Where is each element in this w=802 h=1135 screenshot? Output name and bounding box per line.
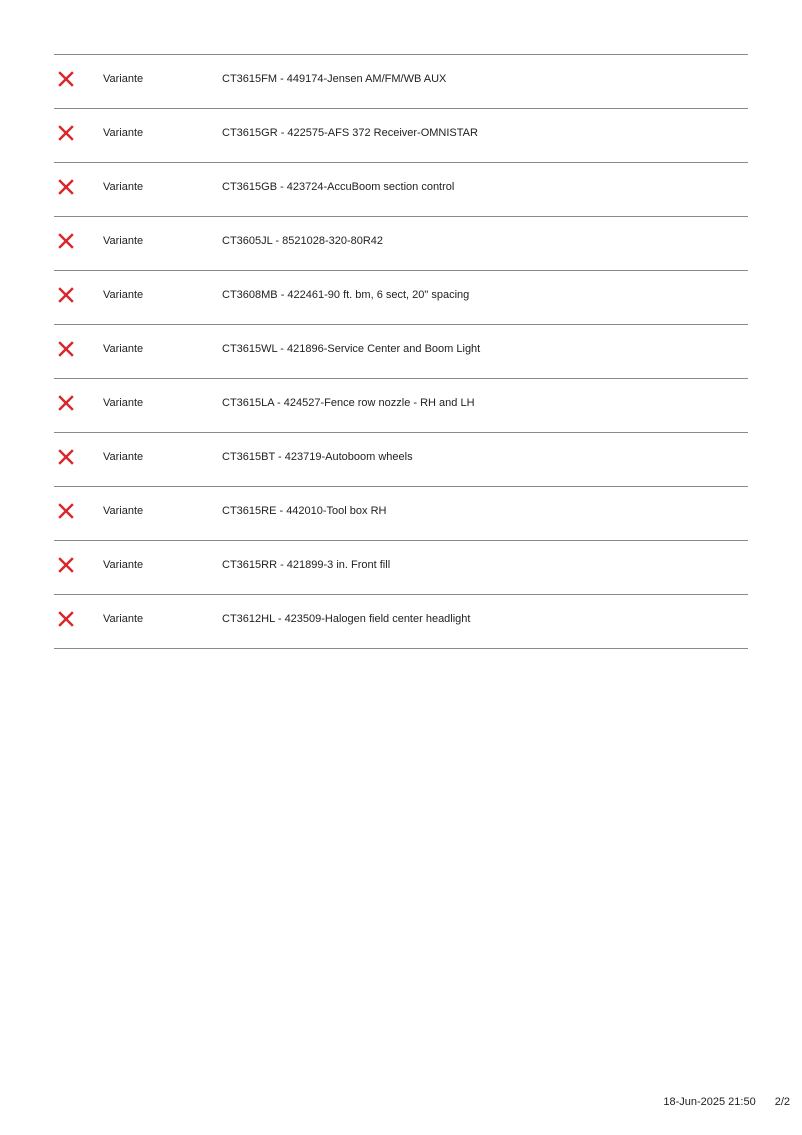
table-row: [54, 217, 748, 271]
table-row: [54, 55, 748, 109]
row-description: CT3615RE - 442010-Tool box RH: [222, 505, 387, 517]
row-type: Variante: [103, 235, 144, 247]
x-icon: [58, 557, 74, 573]
row-description: CT3612HL - 423509-Halogen field center headlight: [222, 613, 471, 625]
page-number: 2/2: [774, 1096, 790, 1108]
x-icon: [58, 449, 74, 465]
table-row: [54, 379, 748, 433]
row-description: CT3615FM - 449174-Jensen AM/FM/WB AUX: [222, 73, 447, 85]
x-icon: [58, 233, 74, 249]
row-type: Variante: [103, 451, 144, 463]
table-row: [54, 433, 748, 487]
row-type: Variante: [103, 73, 144, 85]
x-icon: [58, 611, 74, 627]
row-type: Variante: [103, 343, 144, 355]
row-description: CT3615RR - 421899-3 in. Front fill: [222, 559, 391, 571]
table-row: [54, 163, 748, 217]
row-description: CT3615WL - 421896-Service Center and Boom Light: [222, 343, 481, 355]
variant-table: [54, 54, 748, 649]
x-icon: [58, 341, 74, 357]
row-description: CT3615LA - 424527-Fence row nozzle - RH and LH: [222, 397, 475, 409]
x-icon: [58, 179, 74, 195]
row-type: Variante: [103, 613, 144, 625]
x-icon: [58, 71, 74, 87]
x-icon: [58, 503, 74, 519]
x-icon: [58, 125, 74, 141]
row-type: Variante: [103, 181, 144, 193]
row-description: CT3615BT - 423719-Autoboom wheels: [222, 451, 413, 463]
table-row: [54, 595, 748, 649]
x-icon: [58, 287, 74, 303]
table-row: [54, 541, 748, 595]
table-row: [54, 487, 748, 541]
row-description: CT3608MB - 422461-90 ft. bm, 6 sect, 20" spacing: [222, 289, 470, 301]
table-row: [54, 109, 748, 163]
row-type: Variante: [103, 505, 144, 517]
row-description: CT3605JL - 8521028-320-80R42: [222, 235, 384, 247]
row-type: Variante: [103, 289, 144, 301]
table-row: [54, 325, 748, 379]
footer-timestamp: 18-Jun-2025 21:50: [663, 1096, 756, 1108]
table-row: [54, 271, 748, 325]
row-type: Variante: [103, 127, 144, 139]
row-description: CT3615GR - 422575-AFS 372 Receiver-OMNISTAR: [222, 127, 478, 139]
row-description: CT3615GB - 423724-AccuBoom section control: [222, 181, 455, 193]
page-footer: [663, 1095, 790, 1109]
row-type: Variante: [103, 397, 144, 409]
x-icon: [58, 395, 74, 411]
row-type: Variante: [103, 559, 144, 571]
